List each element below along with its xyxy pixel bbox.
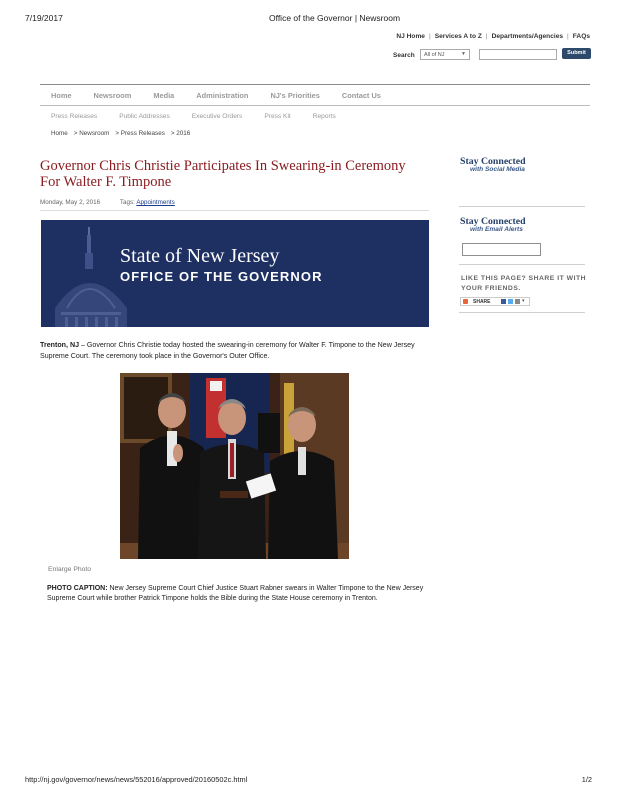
tag-link[interactable]: Appointments [136, 199, 175, 206]
email-title: Stay Connected [460, 216, 526, 227]
sub-nav [51, 113, 358, 120]
divider [459, 312, 585, 313]
photo-caption [47, 584, 432, 604]
print-title: Office of the Governor | Newsroom [269, 13, 401, 23]
top-link-services[interactable]: Services A to Z [434, 33, 482, 40]
lead-text: – Governor Chris Christie today hosted the swearing-in ceremony for Walter F. Timpone to the New Jersey Supreme Court. The ceremony took place in the Governor's Outer Office. [40, 341, 415, 360]
share-prompt: LIKE THIS PAGE? SHARE IT WITH YOUR FRIENDS. [461, 275, 587, 292]
divider [459, 264, 585, 265]
breadcrumb-year: > 2016 [170, 130, 191, 137]
top-links: NJ Home | Services A to Z | Departments/Agencies | FAQs [396, 33, 590, 40]
dateline: Trenton, NJ [40, 341, 80, 349]
divider [40, 84, 590, 85]
top-link-faqs[interactable]: FAQs [572, 33, 590, 40]
enlarge-photo-link[interactable]: Enlarge Photo [48, 566, 92, 573]
nav-administration[interactable]: Administration [196, 91, 249, 100]
divider [40, 105, 590, 106]
search-submit-button[interactable]: Submit [562, 48, 591, 59]
subnav-press-kit[interactable]: Press Kit [264, 113, 291, 120]
nav-newsroom[interactable]: Newsroom [93, 91, 132, 100]
print-date: 7/19/2017 [25, 13, 63, 23]
nav-contact[interactable]: Contact Us [341, 91, 381, 100]
search-scope-select[interactable]: All of NJ ▼ [420, 49, 470, 60]
governor-banner [41, 220, 429, 327]
breadcrumb-newsroom[interactable]: > Newsroom [73, 130, 110, 137]
breadcrumb [51, 130, 196, 137]
subnav-executive-orders[interactable]: Executive Orders [191, 113, 243, 120]
share-button[interactable]: SHARE ▾ [460, 297, 530, 306]
divider [459, 206, 585, 207]
article-date: Monday, May 2, 2016 [40, 199, 101, 206]
tags-label: Tags: [119, 199, 135, 206]
footer-url: http://nj.gov/governor/news/news/552016/approved/20160502c.html [25, 775, 248, 784]
breadcrumb-home[interactable]: Home [51, 130, 68, 137]
main-nav [51, 91, 403, 100]
caption-text: New Jersey Supreme Court Chief Justice Stuart Rabner swears in Walter Timpone to the New Jersey Supreme Court while brother Patrick Timpone holds the Bible during the State House ceremony in Trenton. [47, 585, 424, 602]
ceremony-photo[interactable] [120, 373, 349, 559]
email-icon [515, 299, 520, 304]
divider [40, 210, 429, 211]
subnav-public-addresses[interactable]: Public Addresses [119, 113, 170, 120]
email-subtitle: with Email Alerts [470, 226, 523, 233]
caption-label: PHOTO CAPTION: [47, 585, 108, 592]
page-number: 1/2 [581, 775, 592, 784]
search-label: Search [393, 52, 415, 59]
top-link-nj-home[interactable]: NJ Home [396, 33, 425, 40]
top-link-departments[interactable]: Departments/Agencies [491, 33, 564, 40]
search-input[interactable] [479, 49, 557, 60]
subnav-reports[interactable]: Reports [312, 113, 336, 120]
article-meta [40, 199, 175, 206]
twitter-icon [508, 299, 513, 304]
article-body [40, 340, 420, 362]
breadcrumb-press-releases[interactable]: > Press Releases [115, 130, 165, 137]
page-title: Governor Chris Christie Participates In Swearing-in Ceremony For Walter F. Timpone [40, 158, 406, 190]
nav-home[interactable]: Home [51, 91, 72, 100]
banner-title: State of New Jersey [120, 245, 280, 267]
subnav-press-releases[interactable]: Press Releases [51, 113, 98, 120]
facebook-icon [501, 299, 506, 304]
banner-subtitle: OFFICE OF THE GOVERNOR [120, 269, 323, 284]
nav-priorities[interactable]: NJ's Priorities [270, 91, 320, 100]
email-alert-input[interactable] [462, 243, 541, 256]
social-title: Stay Connected [460, 156, 526, 167]
more-icon: ▾ [522, 298, 525, 304]
social-subtitle: with Social Media [470, 166, 525, 173]
nav-media[interactable]: Media [153, 91, 175, 100]
addthis-icon [463, 299, 468, 304]
chevron-down-icon: ▼ [461, 51, 466, 57]
